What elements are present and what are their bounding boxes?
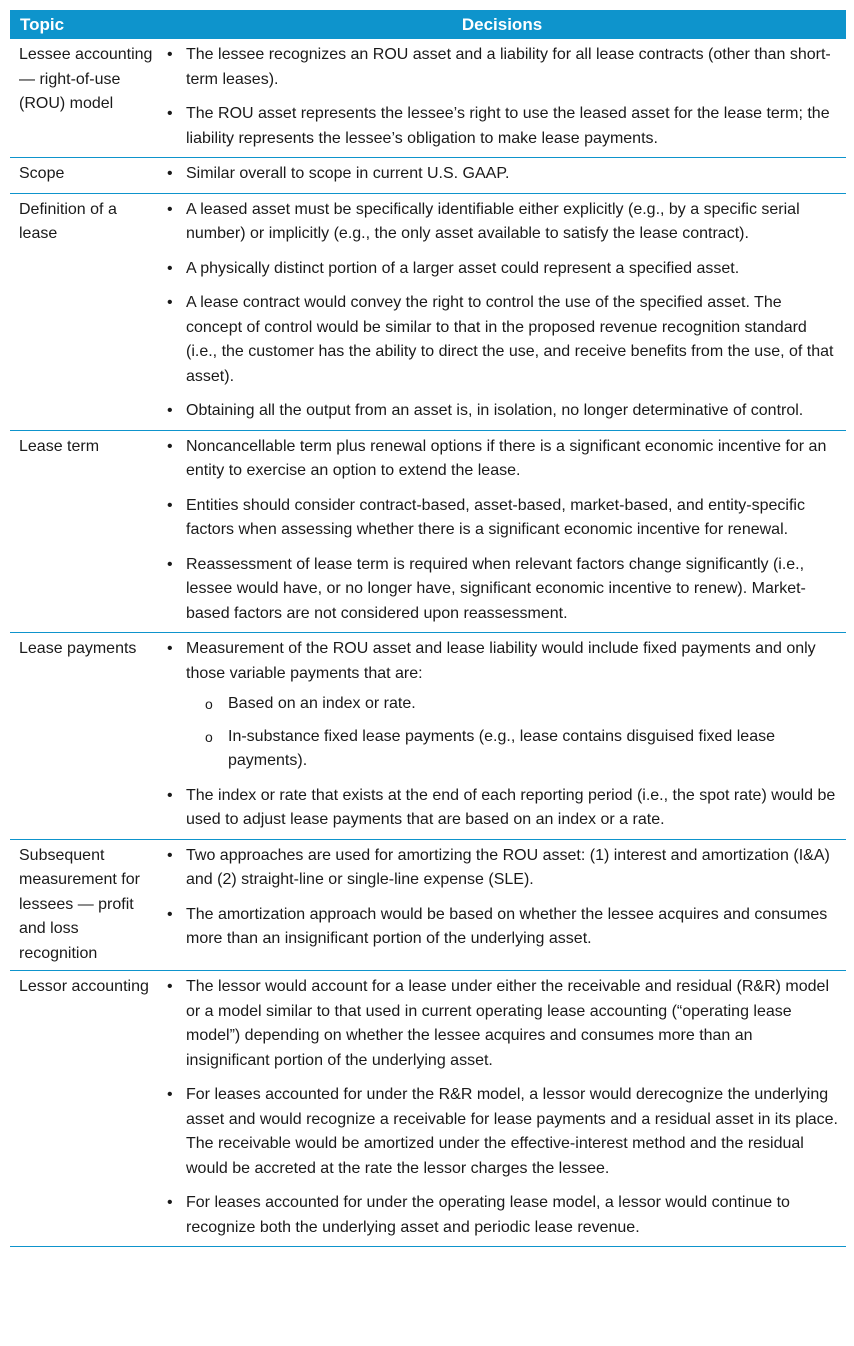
table-body: [10, 39, 846, 1247]
header-decisions: Decisions: [158, 10, 846, 39]
decision-item: [158, 494, 840, 543]
decision-text: The lessor would account for a lease under either the receivable and residual (R&R) model or a model similar to that used in current operating lease accounting (“operating lease model”) depending on whether the lessee acquires and consumes more than an insignificant portion of the underlying asset.: [186, 978, 830, 1069]
topic-cell: Lease payments: [10, 633, 158, 840]
decision-text: For leases accounted for under the operating lease model, a lessor would continue to recognize both the underlying asset and periodic lease revenue.: [186, 1194, 790, 1236]
decision-list: [158, 198, 840, 424]
decision-text: Two approaches are used for amortizing the ROU asset: (1) interest and amortization (I&A) and (2) straight-line or single-line expense (SLE).: [186, 846, 830, 888]
decision-text: Measurement of the ROU asset and lease liability would include fixed payments and only those variable payments that are:: [186, 640, 816, 682]
table-row: [10, 193, 846, 430]
decisions-cell: [158, 839, 846, 971]
table-row: [10, 633, 846, 840]
decisions-table: [10, 10, 846, 1247]
decision-text: Noncancellable term plus renewal options if there is a significant economic incentive for an entity to exercise an option to extend the lease.: [186, 437, 827, 479]
sub-item: o In-substance fixed lease payments (e.g., lease contains disguised fixed lease payments).: [186, 725, 840, 774]
decision-item: [158, 975, 840, 1073]
decision-item: [158, 1191, 840, 1240]
decision-text: Entities should consider contract-based, asset-based, market-based, and entity-specific factors when assessing whether there is a significant economic incentive for renewal.: [186, 496, 805, 538]
decision-list: [158, 43, 840, 151]
decision-list: [158, 975, 840, 1240]
decision-list: [158, 435, 840, 627]
topic-cell: Definition of a lease: [10, 193, 158, 430]
topic-cell: Lessor accounting: [10, 971, 158, 1247]
decision-text: Reassessment of lease term is required when relevant factors change significantly (i.e., lessee would have, or no longer have, significant economic incentive to renew). Market-based factors are not considered upon reassessment.: [186, 555, 806, 622]
table-row: [10, 39, 846, 158]
decisions-cell: [158, 430, 846, 633]
table-row: [10, 839, 846, 971]
decision-text: The amortization approach would be based on whether the lessee acquires and consumes more than an insignificant portion of the underlying asset.: [186, 905, 828, 947]
decision-text: The ROU asset represents the lessee’s right to use the leased asset for the lease term; the liability represents the lessee’s obligation to make lease payments.: [186, 105, 830, 147]
sub-list: [186, 692, 840, 774]
header-row: [10, 10, 846, 39]
decision-text: Obtaining all the output from an asset is, in isolation, no longer determinative of control.: [186, 402, 804, 419]
table-row: [10, 158, 846, 194]
topic-cell: Subsequent measurement for lessees — profit and loss recognition: [10, 839, 158, 971]
topic-cell: Scope: [10, 158, 158, 194]
topic-cell: Lease term: [10, 430, 158, 633]
decisions-cell: [158, 633, 846, 840]
decisions-cell: [158, 193, 846, 430]
decision-item: [158, 435, 840, 484]
header-topic: Topic: [10, 10, 158, 39]
decision-item: [158, 553, 840, 627]
decision-text: A lease contract would convey the right to control the use of the specified asset. The concept of control would be similar to that in the proposed revenue recognition standard (i.e., the customer has the ability to direct the use, and receive benefits from the use, of that asset).: [186, 294, 834, 385]
decision-list: [158, 162, 840, 187]
decision-item: [158, 162, 840, 187]
topic-cell: Lessee accounting — right-of-use (ROU) model: [10, 39, 158, 158]
decision-text: A leased asset must be specifically identifiable either explicitly (e.g., by a specific serial number) or implicitly (e.g., the only asset available to satisfy the lease contract).: [186, 200, 800, 242]
decision-text: For leases accounted for under the R&R model, a lessor would derecognize the underlying asset and would recognize a receivable for lease payments and a residual asset in its place. The receivable would be amortized under the effective-interest method and the residual would be accreted at the rate the lessor charges the lessee.: [186, 1086, 838, 1177]
decision-list: [158, 637, 840, 833]
decision-item: [158, 844, 840, 893]
decision-item: [158, 257, 840, 282]
decision-text: A physically distinct portion of a larger asset could represent a specified asset.: [186, 259, 740, 277]
decision-item: [158, 784, 840, 833]
decision-item: [158, 198, 840, 247]
decision-item: [158, 903, 840, 952]
table-row: [10, 430, 846, 633]
decision-item: [158, 637, 840, 774]
decision-text: The lessee recognizes an ROU asset and a liability for all lease contracts (other than short-term leases).: [186, 46, 831, 88]
decision-item: [158, 102, 840, 151]
decisions-cell: [158, 971, 846, 1247]
decision-text: Similar overall to scope in current U.S. GAAP.: [186, 165, 510, 182]
decisions-cell: [158, 158, 846, 194]
decisions-cell: [158, 39, 846, 158]
decision-list: [158, 844, 840, 952]
decision-item: [158, 1083, 840, 1181]
decision-text: The index or rate that exists at the end of each reporting period (i.e., the spot rate) would be used to adjust lease payments that are based on an index or a rate.: [186, 786, 836, 828]
table-row: [10, 971, 846, 1247]
decision-item: [158, 291, 840, 389]
table-header: [10, 10, 846, 39]
sub-item: o Based on an index or rate.: [186, 692, 840, 717]
decision-item: [158, 399, 840, 424]
decision-item: [158, 43, 840, 92]
